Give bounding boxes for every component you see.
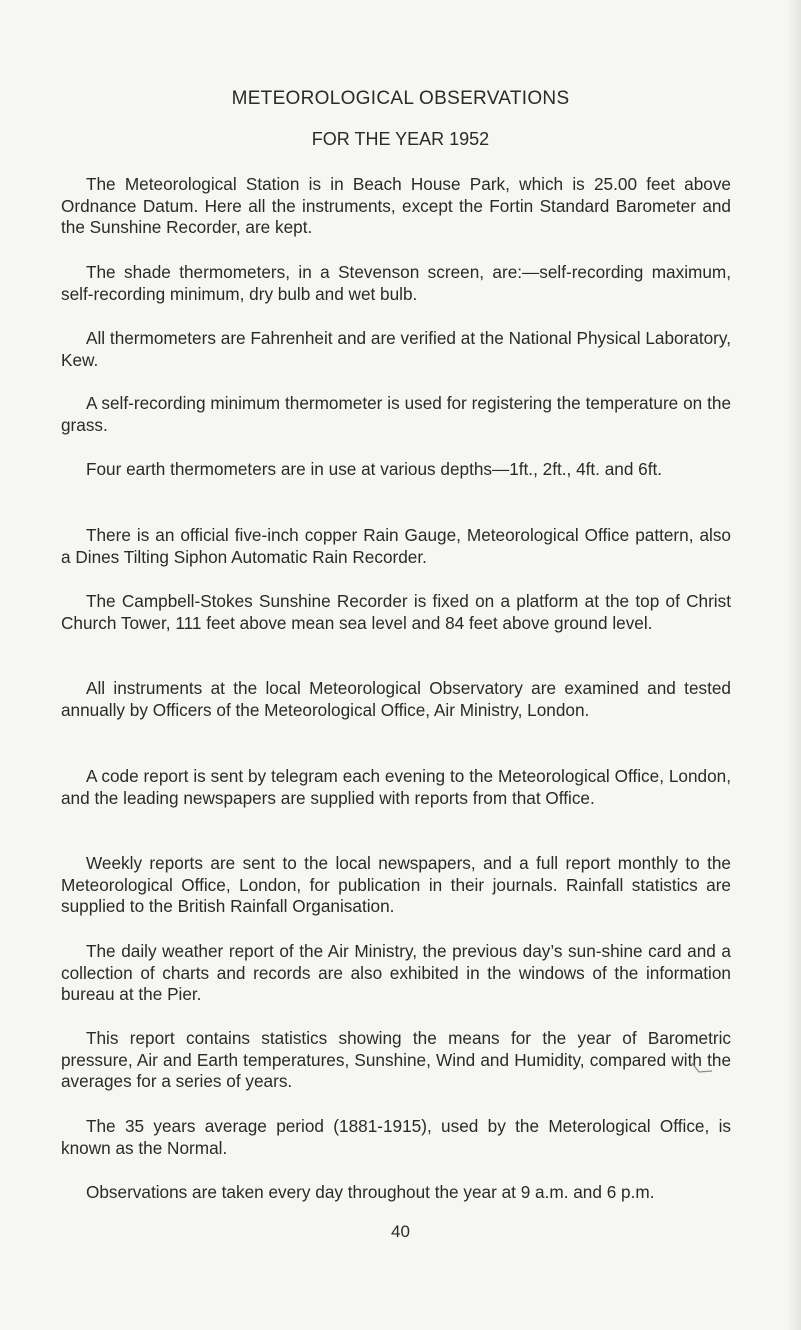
paragraph-grass-thermometer: A self-recording minimum thermometer is used for registering the temperature on the grass.	[61, 393, 731, 435]
paragraph-report-statistics: This report contains statistics showing the means for the year of Barometric pressure, Air and Earth temperatures, Sunshine, Wind and Humidity, compared with the averages for a series of years.	[61, 1028, 731, 1091]
paragraph-observation-times: Observations are taken every day throughout the year at 9 a.m. and 6 p.m.	[86, 1182, 655, 1202]
page-edge-shadow	[787, 0, 801, 1330]
paragraph-shade-thermometers: The shade thermometers, in a Stevenson screen, are:—self-recording maximum, self-recording minimum, dry bulb and wet bulb.	[61, 262, 731, 304]
page-number: 40	[391, 1222, 410, 1241]
paragraph-weekly-reports: Weekly reports are sent to the local newspapers, and a full report monthly to the Meteorological Office, London, for publication in their journals. Rainfall statistics are supplied to the British Rainfall Organisation.	[61, 853, 731, 916]
page-title: METEOROLOGICAL OBSERVATIONS	[231, 88, 570, 109]
page-subtitle: FOR THE YEAR 1952	[311, 129, 490, 149]
paragraph-normal-period: The 35 years average period (1881-1915), used by the Meterological Office, is known as the Normal.	[61, 1116, 731, 1158]
paragraph-instrument-inspection: All instruments at the local Meteorological Observatory are examined and tested annually by Officers of the Meteorological Office, Air Ministry, London.	[61, 678, 731, 720]
paragraph-rain-gauge: There is an official five-inch copper Rain Gauge, Meteorological Office pattern, also a Dines Tilting Siphon Automatic Rain Recorder.	[61, 525, 731, 567]
paragraph-sunshine-recorder: The Campbell-Stokes Sunshine Recorder is fixed on a platform at the top of Christ Church Tower, 111 feet above mean sea level and 84 feet above ground level.	[61, 591, 731, 633]
paragraph-earth-thermometers: Four earth thermometers are in use at various depths—1ft., 2ft., 4ft. and 6ft.	[86, 459, 663, 479]
pencil-check-mark-icon	[690, 1060, 714, 1076]
paragraph-thermometers-verified: All thermometers are Fahrenheit and are verified at the National Physical Laboratory, Kew.	[61, 328, 731, 370]
paragraph-station-location: The Meteorological Station is in Beach House Park, which is 25.00 feet above Ordnance Datum. Here all the instruments, except the Fortin Standard Barometer and the Sunshine Recorder, are kept.	[61, 174, 731, 237]
paragraph-daily-weather-report: The daily weather report of the Air Ministry, the previous day’s sun-shine card and a collection of charts and records are also exhibited in the windows of the information bureau at the Pier.	[61, 941, 731, 1004]
paragraph-code-report: A code report is sent by telegram each evening to the Meteorological Office, London, and the leading newspapers are supplied with reports from that Office.	[61, 766, 731, 808]
